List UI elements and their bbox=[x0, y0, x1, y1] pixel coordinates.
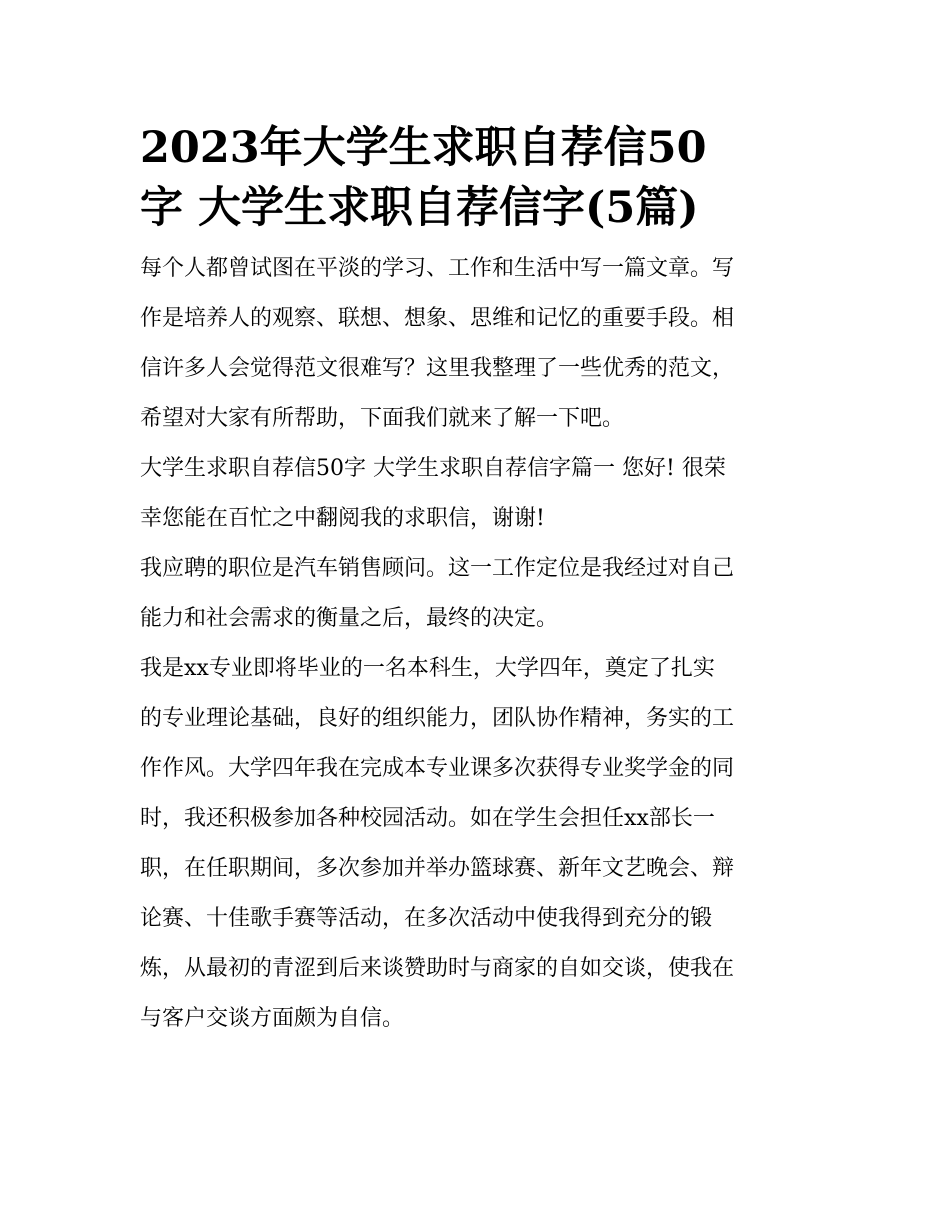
paragraph-line: 职，在任职期间，多次参加并举办篮球赛、新年文艺晚会、辩 bbox=[140, 856, 735, 881]
paragraph-position bbox=[140, 544, 812, 644]
paragraph-greeting bbox=[140, 444, 812, 544]
paragraph-line: 每个人都曾试图在平淡的学习、工作和生活中写一篇文章。写 bbox=[140, 256, 735, 281]
paragraph-line: 的专业理论基础，良好的组织能力，团队协作精神，务实的工 bbox=[140, 706, 735, 731]
title-line: 字 大学生求职自荐信字(5篇) bbox=[140, 183, 699, 233]
title-line: 2023年大学生求职自荐信50 bbox=[140, 123, 707, 173]
paragraph-line: 能力和社会需求的衡量之后，最终的决定。 bbox=[140, 606, 559, 631]
paragraph-line: 希望对大家有所帮助，下面我们就来了解一下吧。 bbox=[140, 406, 625, 431]
paragraph-line: 作是培养人的观察、联想、想象、思维和记忆的重要手段。相 bbox=[140, 306, 735, 331]
paragraph-line: 作作风。大学四年我在完成本专业课多次获得专业奖学金的同 bbox=[140, 756, 735, 781]
paragraph-line: 大学生求职自荐信50字 大学生求职自荐信字篇一 您好! 很荣 bbox=[140, 456, 726, 481]
paragraph-background bbox=[140, 644, 812, 1044]
paragraph-line: 时，我还积极参加各种校园活动。如在学生会担任xx部长一 bbox=[140, 806, 715, 831]
paragraph-line: 与客户交谈方面颇为自信。 bbox=[140, 1006, 405, 1031]
paragraph-intro bbox=[140, 244, 812, 444]
paragraph-line: 炼，从最初的青涩到后来谈赞助时与商家的自如交谈，使我在 bbox=[140, 956, 735, 981]
paragraph-line: 我应聘的职位是汽车销售顾问。这一工作定位是我经过对自己 bbox=[140, 556, 735, 581]
document-title bbox=[140, 118, 812, 238]
document-content bbox=[140, 118, 812, 1044]
paragraph-line: 我是xx专业即将毕业的一名本科生，大学四年，奠定了扎实 bbox=[140, 656, 715, 681]
paragraph-line: 信许多人会觉得范文很难写？这里我整理了一些优秀的范文， bbox=[140, 356, 735, 381]
paragraph-line: 幸您能在百忙之中翻阅我的求职信，谢谢! bbox=[140, 506, 545, 531]
paragraph-line: 论赛、十佳歌手赛等活动，在多次活动中使我得到充分的锻 bbox=[140, 906, 713, 931]
